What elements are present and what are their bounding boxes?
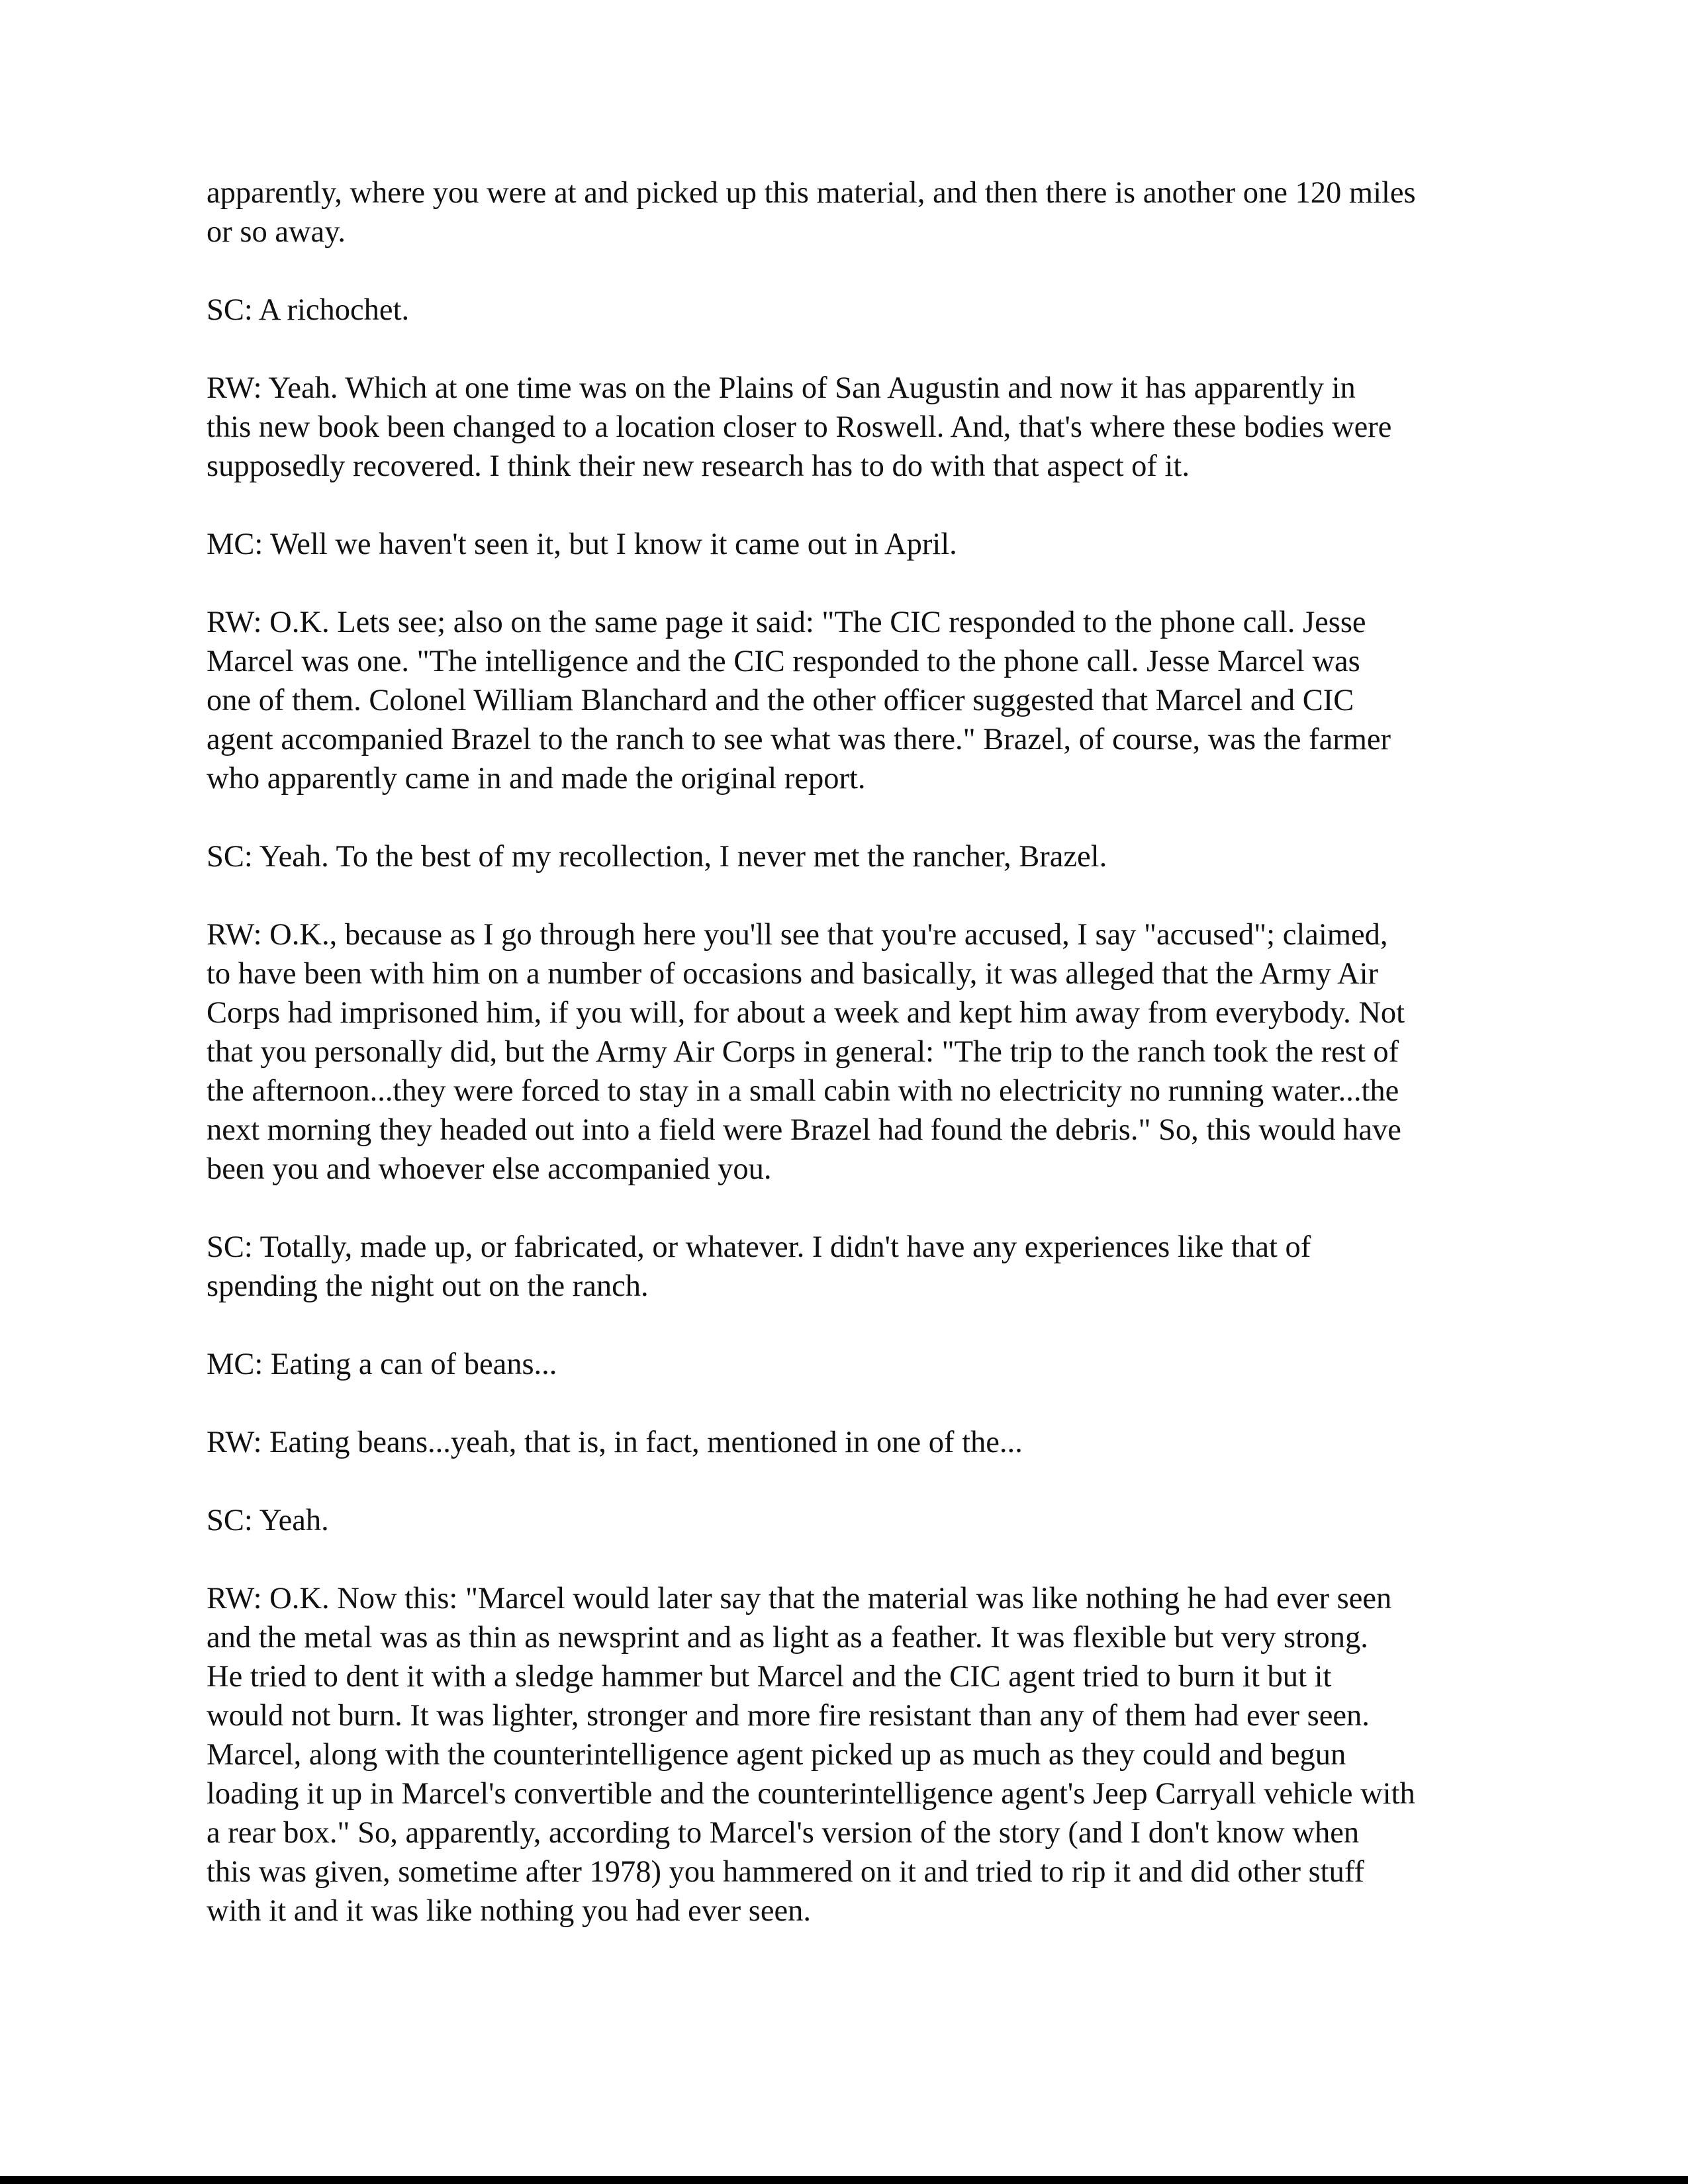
paragraph-sc-richochet: SC: A richochet. [207,293,410,327]
paragraph-rw-material-description: RW: O.K. Now this: "Marcel would later say that the material was like nothing he had ever seen and the metal was as thin as newsprint and as light as a feather. It was flexible but very strong. He tried to dent it with a sledge hammer but Marcel and the CIC agent tried to burn it but it would not burn. It was lighter, stronger and more fire resistant than any of them had ever seen. Marcel, along with the counterintelligence agent picked up as much as they could and begun loading it up in Marcel's convertible and the counterintelligence agent's Jeep Carryall vehicle with a rear box." So, apparently, according to Marcel's version of the story (and I don't know when this was given, sometime after 1978) you hammered on it and tried to rip it and did other stuff with it and it was like nothing you had ever seen. [207,1582,1415,1928]
paragraph-rw-cic-phone-call: RW: O.K. Lets see; also on the same page it said: "The CIC responded to the phone call. Jesse Marcel was one. "The intelligence and the CIC responded to the phone call. Jesse Marcel was one of them. Colonel William Blanchard and the other officer suggested that Marcel and CIC agent accompanied Brazel to the ranch to see what was there." Brazel, of course, was the farmer who apparently came in and made the original report. [207,606,1391,796]
paragraph-mc-april: MC: Well we haven't seen it, but I know it came out in April. [207,527,957,561]
paragraph-rw-accused: RW: O.K., because as I go through here you'll see that you're accused, I say "accused"; claimed, to have been with him on a number of occasions and basically, it was alleged that the Army Air Corps had imprisoned him, if you will, for about a week and kept him away from everybody. Not that you personally did, but the Army Air Corps in general: "The trip to the ranch took the rest of the afternoon...they were forced to stay in a small cabin with no electricity no running water...the next morning they headed out into a field were Brazel had found the debris." So, this would have been you and whoever else accompanied you. [207,918,1405,1186]
paragraph-sc-never-met-brazel: SC: Yeah. To the best of my recollection, I never met the rancher, Brazel. [207,840,1107,874]
paragraph-mc-beans: MC: Eating a can of beans... [207,1347,557,1381]
transcript-body [207,173,1530,1970]
paragraph-rw-eating-beans: RW: Eating beans...yeah, that is, in fact, mentioned in one of the... [207,1426,1023,1459]
paragraph-sc-yeah: SC: Yeah. [207,1504,329,1537]
paragraph-sc-fabricated: SC: Totally, made up, or fabricated, or whatever. I didn't have any experiences like that of spending the night out on the ranch. [207,1230,1311,1303]
paragraph-continuation: apparently, where you were at and picked up this material, and then there is another one 120 miles or so away. [207,176,1416,249]
page-bottom-border [0,2176,1688,2184]
paragraph-rw-plains-san-augustin: RW: Yeah. Which at one time was on the Plains of San Augustin and now it has apparently in this new book been changed to a location closer to Roswell. And, that's where these bodies were supposedly recovered. I think their new research has to do with that aspect of it. [207,371,1392,483]
